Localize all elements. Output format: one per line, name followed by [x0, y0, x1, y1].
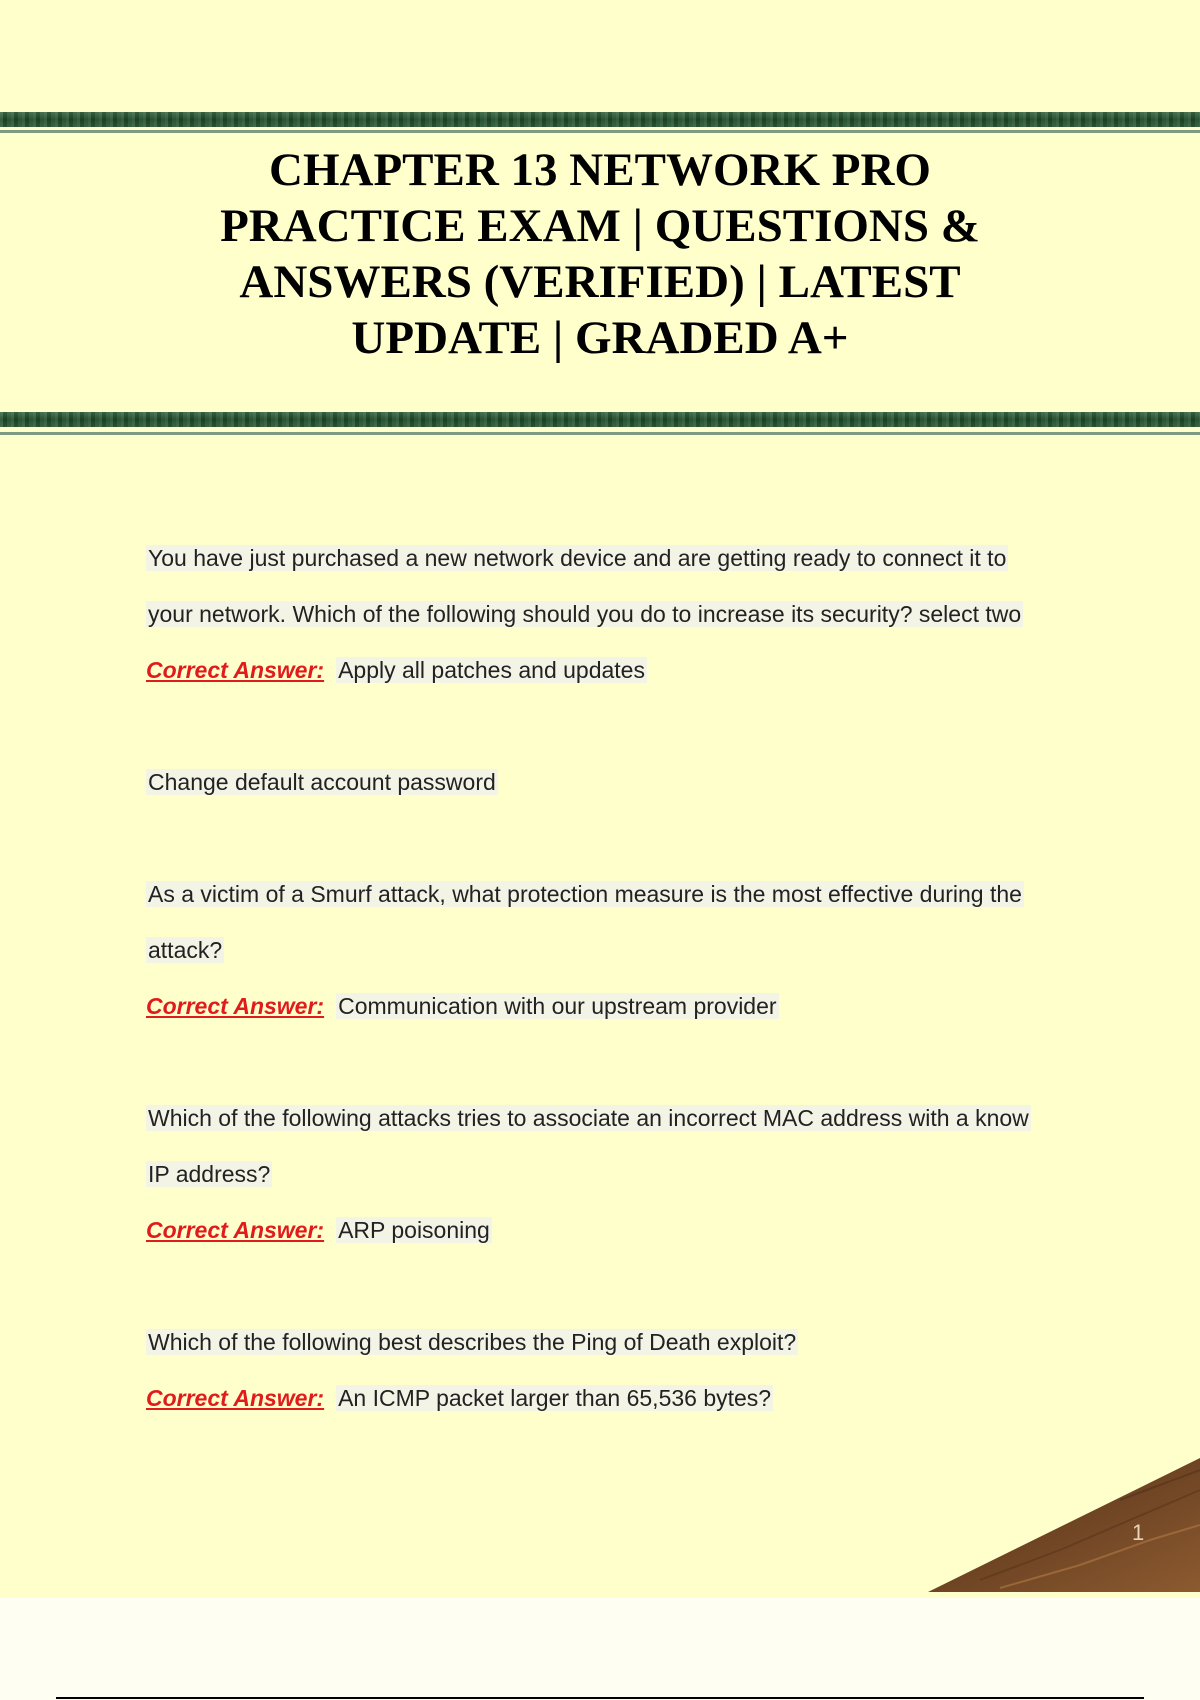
- page-number: 1: [1132, 1520, 1145, 1545]
- footer-rule: [56, 1697, 1144, 1699]
- question-text: attack?: [148, 937, 223, 963]
- question-text: You have just purchased a new network device and are getting ready to connect it to: [148, 545, 1007, 571]
- question-text: IP address?: [148, 1161, 271, 1187]
- answer-text: Communication with our upstream provider: [338, 993, 777, 1019]
- correct-answer-label: Correct Answer:: [146, 657, 325, 683]
- answer-text: ARP poisoning: [338, 1217, 490, 1243]
- question-text: Which of the following attacks tries to associate an incorrect MAC address with a know: [148, 1105, 1029, 1131]
- correct-answer-label: Correct Answer:: [146, 1385, 325, 1411]
- document-title: CHAPTER 13 NETWORK PRO PRACTICE EXAM | QUESTIONS & ANSWERS (VERIFIED) | LATEST UPDATE | GRADED A+: [220, 144, 980, 364]
- question-text: Which of the following best describes the Ping of Death exploit?: [148, 1329, 797, 1355]
- answer-text: An ICMP packet larger than 65,536 bytes?: [338, 1385, 772, 1411]
- correct-answer-label: Correct Answer:: [146, 993, 325, 1019]
- question-text: As a victim of a Smurf attack, what protection measure is the most effective during the: [148, 881, 1022, 907]
- answer-text: Apply all patches and updates: [338, 657, 645, 683]
- answer-text: Change default account password: [148, 769, 496, 795]
- question-text: your network. Which of the following should you do to increase its security? select two: [148, 601, 1022, 627]
- correct-answer-label: Correct Answer:: [146, 1217, 325, 1243]
